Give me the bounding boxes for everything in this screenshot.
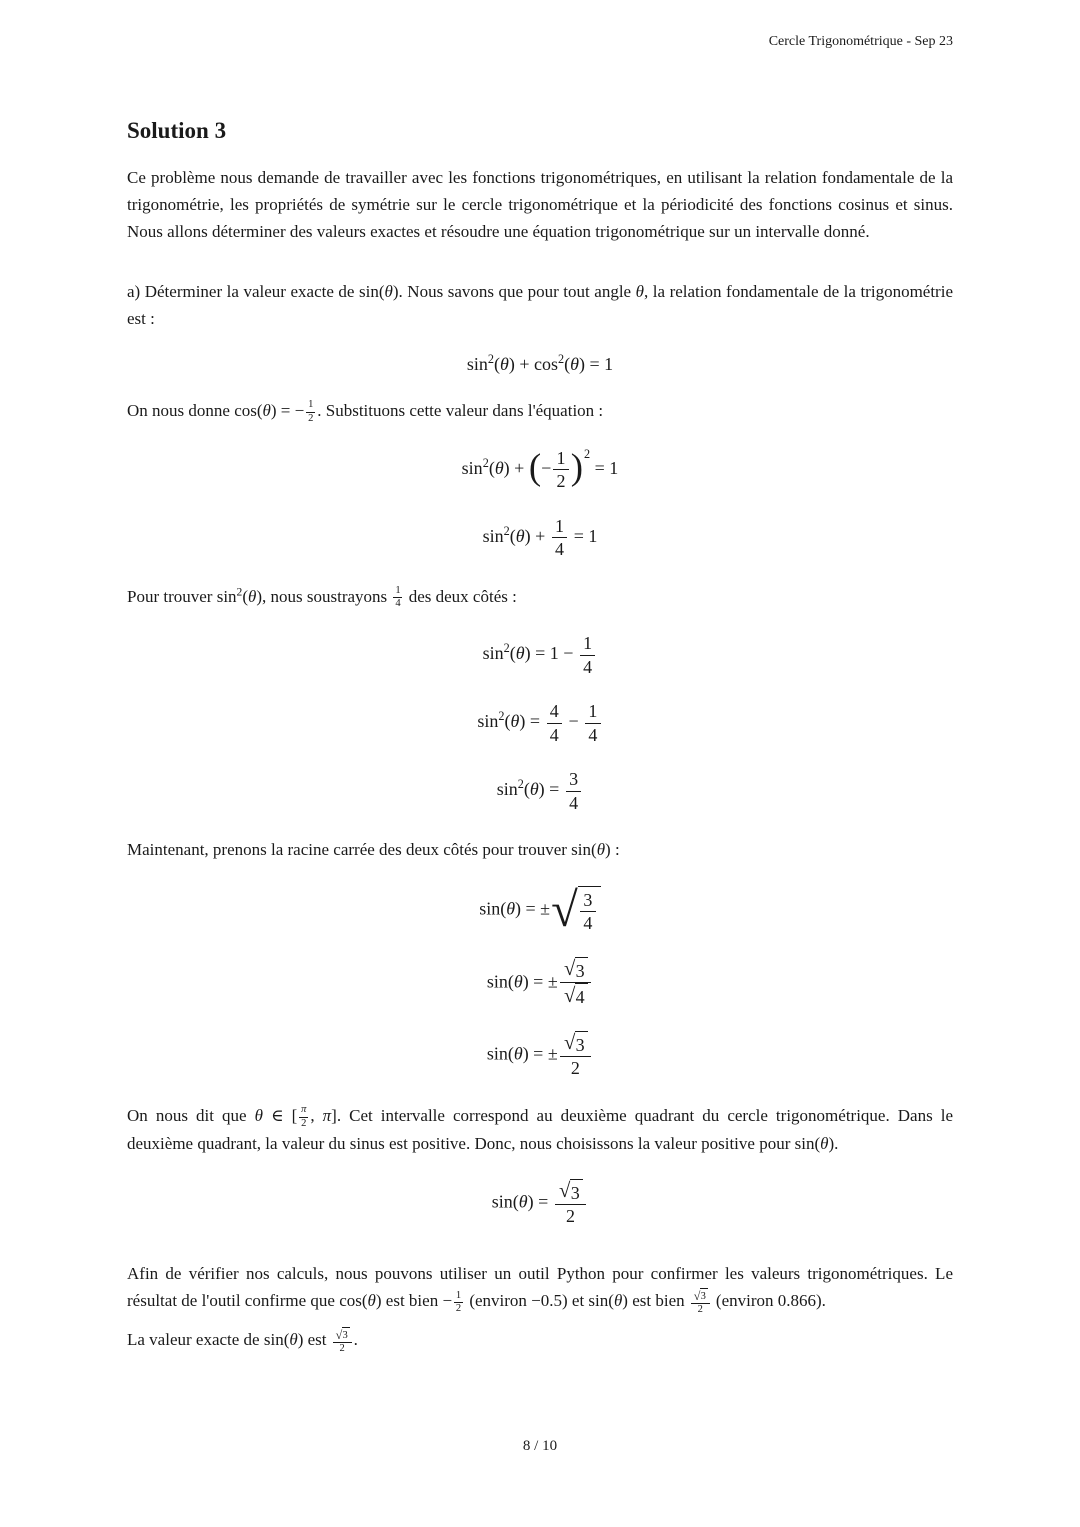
math-square-root <box>336 1327 350 1342</box>
math-superscript: 2 <box>498 709 505 724</box>
math-superscript: 2 <box>236 585 243 598</box>
math-fraction <box>691 1288 710 1316</box>
math-numerator: 1 <box>308 399 314 411</box>
math-italic: π <box>301 1104 307 1116</box>
math-denominator: 2 <box>333 1342 352 1355</box>
math-fraction <box>393 585 402 610</box>
math-delimiter: ) <box>570 446 584 488</box>
math-numerator <box>560 1031 591 1057</box>
math-italic: θ <box>367 1291 376 1311</box>
math-numerator: 1 <box>554 515 564 536</box>
math-numerator <box>560 957 591 983</box>
math-italic: θ <box>596 840 606 860</box>
math-fraction <box>333 1327 352 1355</box>
header-title: Cercle Trigonométrique - Sep 23 <box>768 34 953 49</box>
radical-sign-icon: √ <box>563 958 576 981</box>
math-denominator: 4 <box>566 791 581 815</box>
paragraph-quadrant: On nous dit que θ ∈ [ $\frac{\pi}{2}$ , π]. Cet intervalle correspond au deuxième quadrant du cercle trigonométrique. Dans le deuxième quadrant, la valeur du sinus est positive. Donc, nous choisissons la valeur positive pour sin(θ). <box>127 1104 954 1153</box>
paragraph-verify: Afin de vérifier nos calculs, nous pouvons utiliser un outil Python pour confirmer les valeurs trigonométriques. Le résultat de l'outil confirme que cos(θ) est bien − $\frac{1}{2}$ (environ −0.5) et sin(θ) est bien √ 3 2 (environ 0.866). <box>127 1263 953 1316</box>
math-italic: θ <box>510 711 520 732</box>
math-numerator: 1 <box>583 633 593 654</box>
math-numerator: 1 <box>556 447 566 468</box>
math-denominator <box>560 982 591 1009</box>
math-fraction <box>552 515 567 561</box>
math-italic: θ <box>506 898 516 919</box>
paragraph-conclusion: La valeur exacte de sin(θ) est √ 3 2 . <box>127 1327 358 1355</box>
equation-fundamental: $\sin^2(\theta) + \cos^2(\theta) = 1$ <box>466 351 614 374</box>
math-denominator: 2 <box>301 1117 307 1129</box>
math-italic: θ <box>515 643 525 664</box>
math-fraction <box>555 1179 586 1228</box>
math-denominator: 4 <box>552 537 567 561</box>
math-fraction <box>560 1031 591 1080</box>
math-fraction <box>560 957 591 1009</box>
math-denominator: 2 <box>455 1302 462 1314</box>
page-footer <box>0 1438 1080 1455</box>
math-radicand: 3 <box>700 1288 707 1303</box>
math-italic: θ <box>515 525 525 546</box>
math-fraction <box>580 889 595 935</box>
math-fraction <box>585 700 600 746</box>
math-superscript: 2 <box>558 351 565 366</box>
math-superscript: 2 <box>482 455 489 470</box>
radical-sign-icon: √ <box>563 1032 576 1055</box>
math-fraction <box>580 632 595 678</box>
math-fraction <box>454 1290 463 1315</box>
math-denominator: 4 <box>580 911 595 935</box>
math-italic: θ <box>518 1191 528 1212</box>
math-radicand <box>578 886 601 935</box>
math-denominator: 4 <box>585 723 600 747</box>
equation-substitution: $\sin^2(\theta)$ + (− $\frac{1}{2}$ )$^2$ = 1 <box>461 446 619 492</box>
math-numerator <box>555 1179 586 1205</box>
math-denominator: 2 <box>555 1204 586 1228</box>
math-fraction <box>306 399 315 424</box>
math-italic: θ <box>289 1330 298 1350</box>
math-radicand: 3 <box>575 1031 588 1057</box>
radical-sign-icon: √ <box>551 882 578 937</box>
equation-root-3: sin(θ) = ± √ 3 2 <box>127 1031 953 1080</box>
math-denominator: 4 <box>395 598 401 610</box>
equation-isolate-3: $\sin^2(\theta)$ = $\frac{3}{4}$ <box>127 768 953 814</box>
math-square-root <box>564 983 588 1009</box>
math-italic: θ <box>513 1043 523 1064</box>
equation-root-2: sin(θ) = ± √ 3 √ 4 <box>127 957 953 1009</box>
math-numerator: 1 <box>588 701 598 722</box>
math-radicand: 4 <box>575 983 588 1009</box>
math-italic: θ <box>820 1133 829 1153</box>
math-numerator: 1 <box>395 585 401 597</box>
math-italic: θ <box>500 353 509 374</box>
math-square-root <box>564 1031 588 1057</box>
math-fraction <box>547 700 562 746</box>
math-radicand: 3 <box>342 1327 349 1342</box>
math-numerator <box>299 1104 308 1116</box>
page-number: 8 / 10 <box>522 1438 558 1454</box>
paragraph-part-a: a) Déterminer la valeur exacte de sin(θ). Nous savons que pour tout angle θ, la relation fondamentale de la trigonométrie est : <box>127 281 953 328</box>
math-denominator: 2 <box>553 469 568 493</box>
math-radicand: 3 <box>570 1179 583 1205</box>
math-delimiter: ( <box>528 446 542 488</box>
math-square-root <box>564 957 588 983</box>
math-italic: θ <box>513 970 523 991</box>
radical-sign-icon: √ <box>559 1180 571 1203</box>
math-radicand: 3 <box>575 957 588 983</box>
paragraph-given-cos: On nous donne cos(θ) = − $\frac{1}{2}$ . Substituons cette valeur dans l'équation : <box>127 399 604 424</box>
math-italic: θ <box>262 400 271 420</box>
equation-root-1: sin(θ) = ± √ $\frac{3}{4}$ <box>127 886 953 935</box>
math-denominator: 2 <box>308 412 314 424</box>
math-superscript: 2 <box>517 777 524 792</box>
radical-sign-icon: √ <box>563 984 576 1007</box>
math-italic: θ <box>254 1105 263 1125</box>
math-italic: θ <box>635 281 644 301</box>
radical-sign-icon: √ <box>335 1327 343 1342</box>
math-denominator: 4 <box>547 723 562 747</box>
math-superscript: 2 <box>487 351 495 366</box>
math-numerator: 1 <box>455 1289 462 1301</box>
section-title: Solution 3 <box>127 118 227 143</box>
paragraph-intro: Ce problème nous demande de travailler avec les fonctions trigonométriques, en utilisant la relation fondamentale de la trigonométrie, les propriétés de symétrie sur le cercle trigonométrique et la périodicité des fonctions cosinus et sinus. Nous allons déterminer des valeurs exactes et résoudre une équation trigonométrique sur un intervalle donné. <box>127 168 953 242</box>
math-denominator: 4 <box>580 655 595 679</box>
paragraph-subtract: Pour trouver $\sin^2(\theta)$, nous soustrayons $\frac{1}{4}$ des deux côtés : <box>127 585 517 610</box>
equation-isolate-1: $\sin^2(\theta) = 1$ − $\frac{1}{4}$ <box>127 632 953 678</box>
math-fraction <box>299 1104 308 1129</box>
page-header <box>127 34 953 50</box>
math-italic: θ <box>248 586 257 606</box>
math-italic: θ <box>384 281 393 301</box>
math-italic: θ <box>494 457 504 478</box>
math-square-root <box>551 882 601 937</box>
math-italic: θ <box>529 779 539 800</box>
equation-isolate-2: $\sin^2(\theta)$ = $\frac{4}{4}$ − $\frac{1}{4}$ <box>127 700 953 746</box>
math-superscript: 2 <box>503 641 510 656</box>
math-numerator <box>333 1327 352 1342</box>
math-numerator: 4 <box>549 701 559 722</box>
math-denominator: 2 <box>560 1056 591 1080</box>
math-denominator: 2 <box>691 1303 710 1316</box>
page-content <box>127 118 953 1356</box>
math-superscript: 2 <box>584 446 591 461</box>
radical-sign-icon: √ <box>693 1288 701 1303</box>
paragraph-take-root: Maintenant, prenons la racine carrée des deux côtés pour trouver sin(θ) : <box>127 840 620 860</box>
equation-final: sin(θ) = √ 3 2 <box>127 1179 953 1228</box>
math-numerator: 3 <box>583 889 593 910</box>
math-numerator: 3 <box>569 769 579 790</box>
math-square-root <box>694 1288 708 1303</box>
equation-simplified: $\sin^2(\theta)$ + $\frac{1}{4}$ = 1 <box>482 515 598 560</box>
math-superscript: 2 <box>503 523 510 538</box>
math-fraction <box>566 768 581 814</box>
math-italic: π <box>322 1105 332 1125</box>
math-numerator <box>691 1288 710 1303</box>
math-fraction <box>553 447 568 493</box>
math-italic: θ <box>570 353 579 374</box>
math-italic: θ <box>613 1291 623 1311</box>
math-square-root <box>559 1179 583 1205</box>
